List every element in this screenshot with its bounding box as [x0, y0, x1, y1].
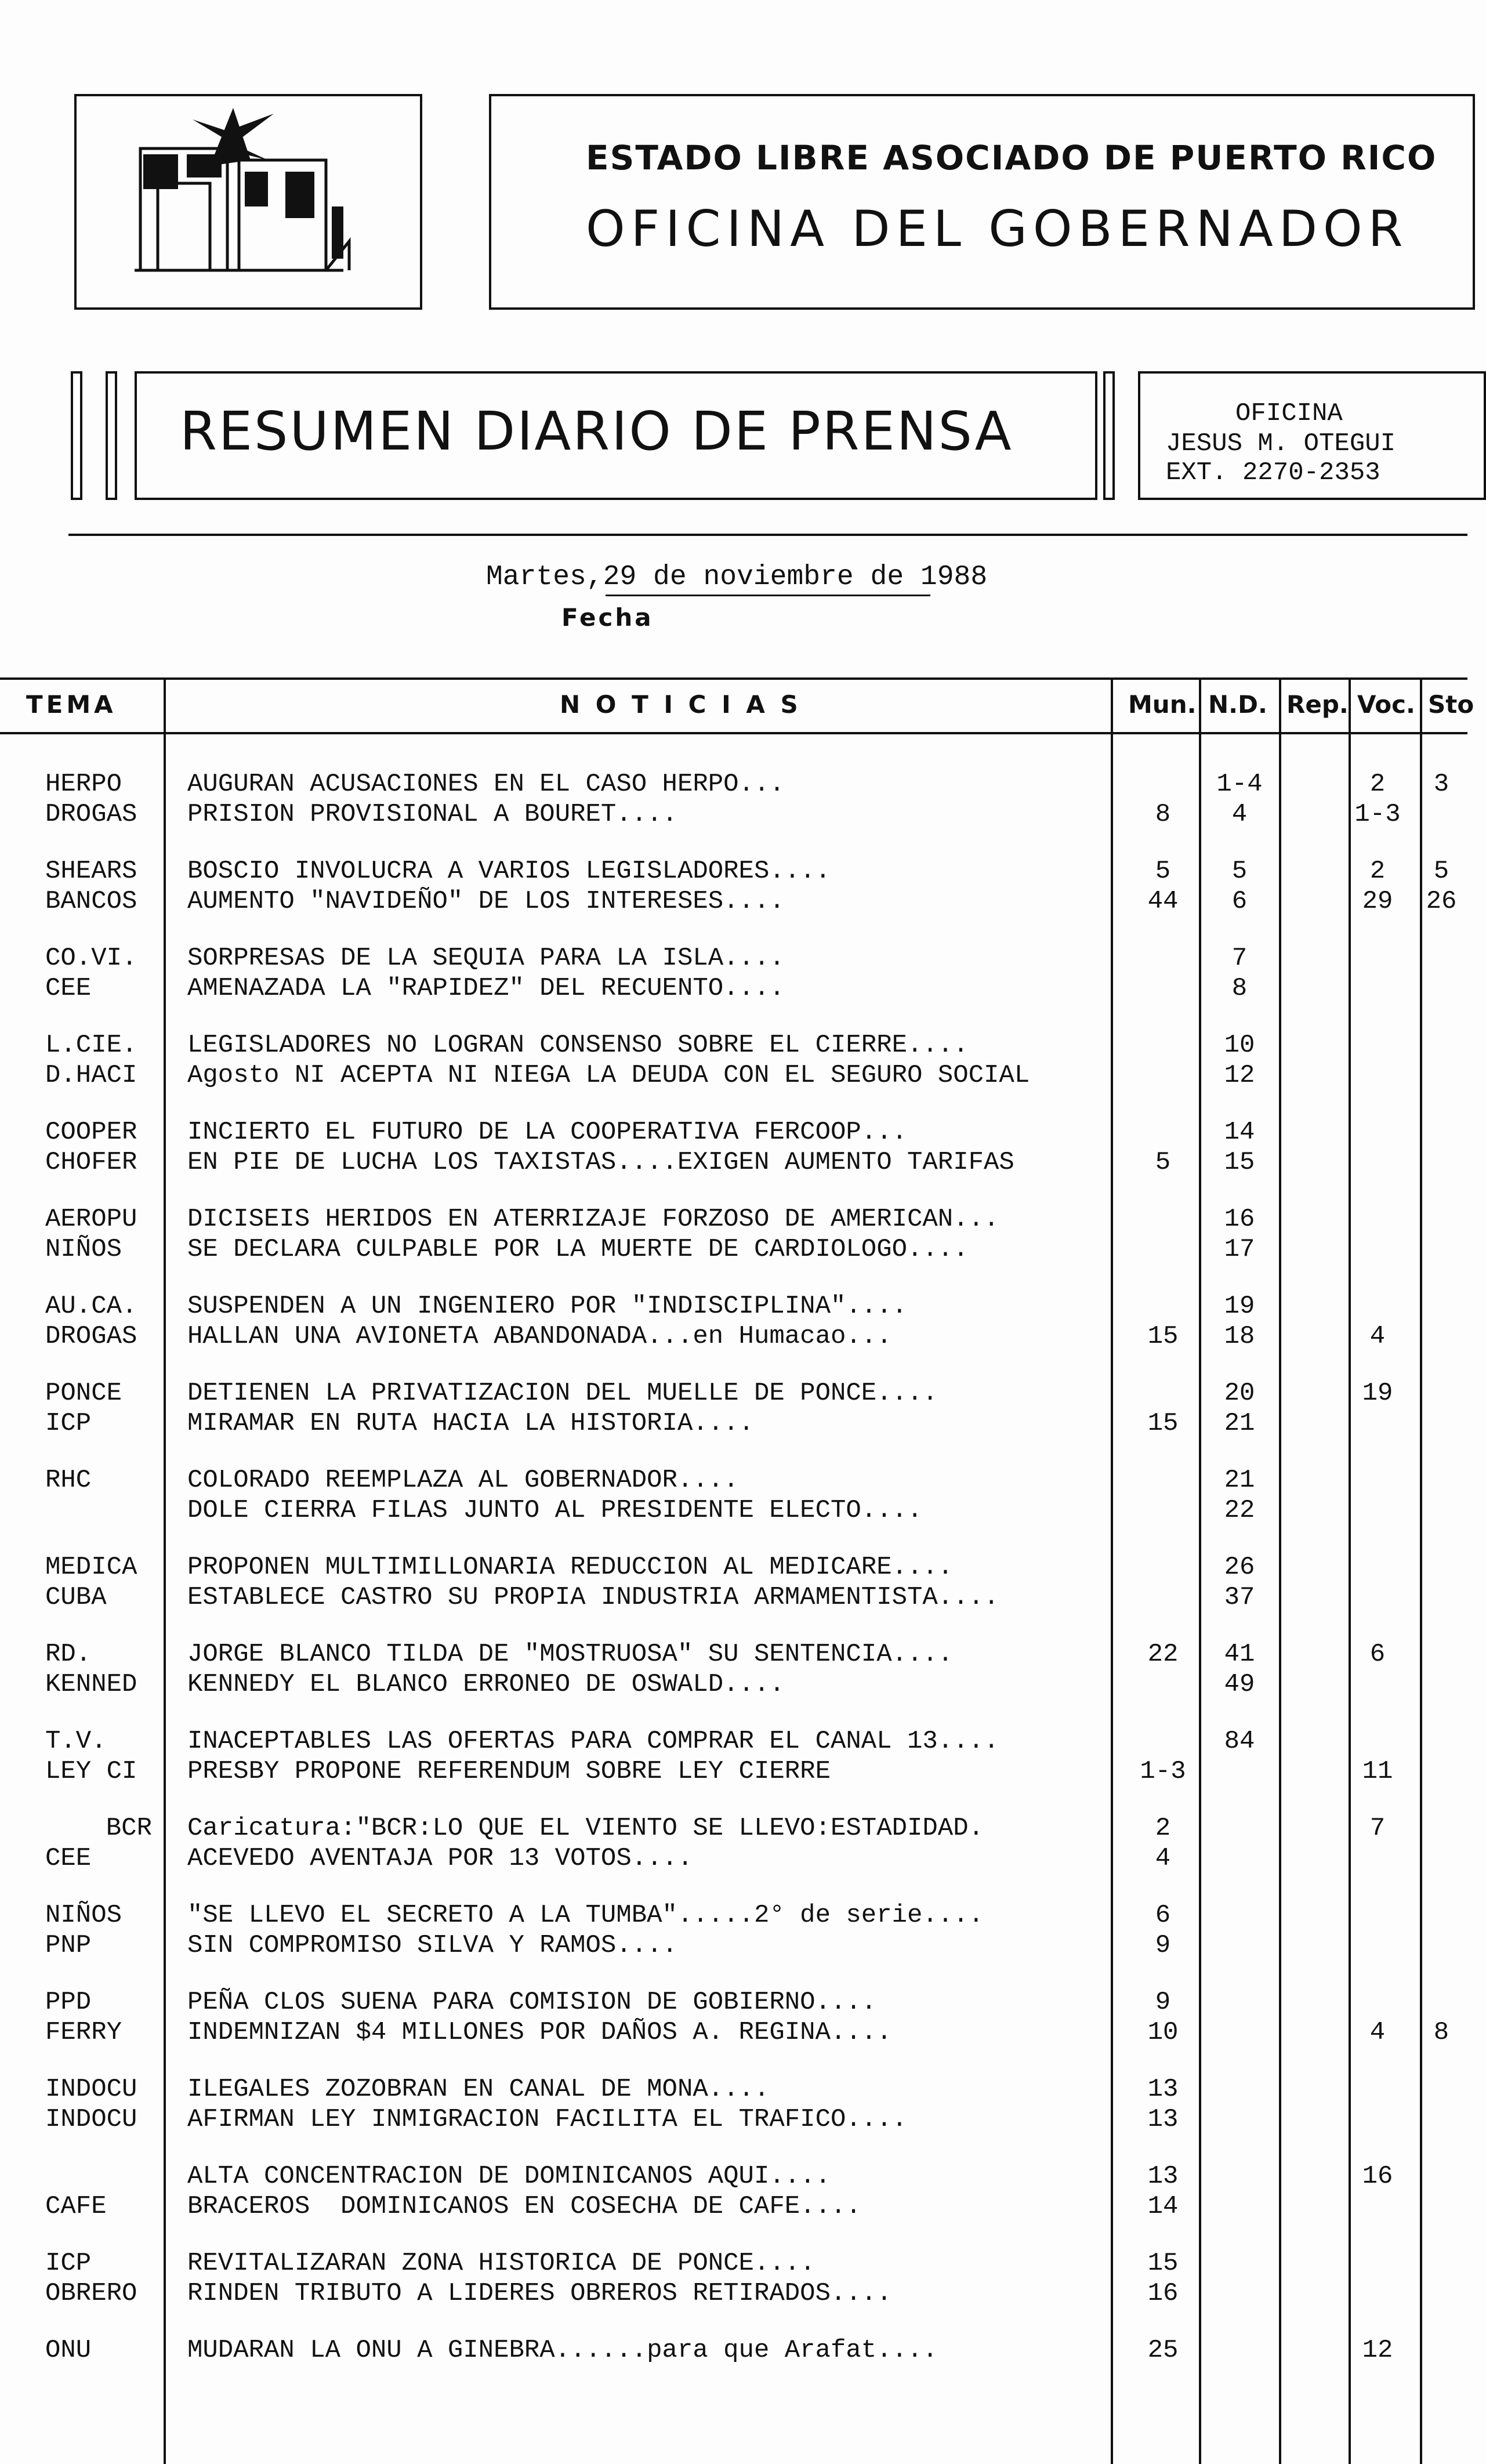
row-tema: CAFE: [45, 2192, 107, 2221]
row-noticia: HALLAN UNA AVIONETA ABANDONADA...en Humacao...: [187, 1322, 892, 1351]
row-noticia: KENNEDY EL BLANCO ERRONEO DE OSWALD....: [187, 1670, 785, 1699]
row-voc: 1-3: [1354, 800, 1401, 829]
row-noticia: DICISEIS HERIDOS EN ATERRIZAJE FORZOSO DE AMERICAN...: [187, 1205, 999, 1234]
row-mun: 25: [1147, 2336, 1179, 2365]
row-sto: 3: [1433, 770, 1449, 799]
row-tema: HERPO: [45, 770, 122, 799]
column-header-sto: Sto: [1428, 690, 1474, 719]
row-noticia: LEGISLADORES NO LOGRAN CONSENSO SOBRE EL CIERRE....: [187, 1031, 969, 1060]
row-sto: 5: [1433, 857, 1449, 886]
row-noticia: BRACEROS DOMINICANOS EN COSECHA DE CAFE....: [187, 2192, 861, 2221]
logo-frame: [74, 94, 422, 310]
row-voc: 12: [1362, 2336, 1393, 2365]
row-tema: DROGAS: [45, 800, 137, 829]
row-noticia: ALTA CONCENTRACION DE DOMINICANOS AQUI....: [187, 2162, 831, 2191]
row-noticia: BOSCIO INVOLUCRA A VARIOS LEGISLADORES....: [187, 857, 831, 886]
row-noticia: INCIERTO EL FUTURO DE LA COOPERATIVA FERCOOP...: [187, 1118, 908, 1147]
column-divider-tema: [164, 677, 166, 2464]
column-header-tema: TEMA: [26, 690, 117, 719]
row-nd: 16: [1224, 1205, 1255, 1234]
row-noticia: PRESBY PROPONE REFERENDUM SOBRE LEY CIERRE: [187, 1757, 831, 1786]
government-name: ESTADO LIBRE ASOCIADO DE PUERTO RICO: [586, 138, 1437, 177]
row-noticia: PROPONEN MULTIMILLONARIA REDUCCION AL MEDICARE....: [187, 1553, 954, 1582]
office-extension: EXT. 2270-2353: [1166, 458, 1380, 487]
row-nd: 20: [1224, 1379, 1255, 1408]
column-header-noticias: N O T I C I A S: [560, 690, 802, 719]
row-noticia: INACEPTABLES LAS OFERTAS PARA COMPRAR EL CANAL 13....: [187, 1727, 999, 1756]
row-mun: 4: [1155, 1844, 1171, 1873]
row-voc: 2: [1369, 770, 1386, 799]
row-voc: 6: [1369, 1640, 1386, 1669]
row-tema: DROGAS: [45, 1322, 137, 1351]
banner-bar-left-2: [106, 371, 117, 500]
row-mun: 15: [1147, 2249, 1179, 2278]
row-tema: CHOFER: [45, 1148, 137, 1177]
row-noticia: SE DECLARA CULPABLE POR LA MUERTE DE CARDIOLOGO....: [187, 1235, 969, 1264]
row-noticia: EN PIE DE LUCHA LOS TAXISTAS....EXIGEN AUMENTO TARIFAS: [187, 1148, 1014, 1177]
row-noticia: MUDARAN LA ONU A GINEBRA......para que Arafat....: [187, 2336, 938, 2365]
row-noticia: COLORADO REEMPLAZA AL GOBERNADOR....: [187, 1466, 739, 1495]
row-noticia: MIRAMAR EN RUTA HACIA LA HISTORIA....: [187, 1409, 754, 1438]
row-nd: 1-4: [1216, 770, 1263, 799]
row-tema: CUBA: [45, 1583, 107, 1612]
row-noticia: JORGE BLANCO TILDA DE "MOSTRUOSA" SU SENTENCIA....: [187, 1640, 954, 1669]
row-tema: D.HACI: [45, 1061, 137, 1090]
row-tema: RHC: [45, 1466, 92, 1495]
row-tema: ICP: [45, 1409, 92, 1438]
row-tema: KENNED: [45, 1670, 137, 1699]
date-value: Martes,29 de noviembre de 1988: [486, 561, 988, 593]
row-nd: 8: [1231, 974, 1248, 1003]
row-noticia: AFIRMAN LEY INMIGRACION FACILITA EL TRAFICO....: [187, 2105, 908, 2134]
row-nd: 84: [1224, 1727, 1255, 1756]
row-nd: 26: [1224, 1553, 1255, 1582]
row-tema: BANCOS: [45, 887, 137, 916]
row-tema: SHEARS: [45, 857, 137, 886]
row-tema: PPD: [45, 1988, 92, 2017]
row-tema: FERRY: [45, 2018, 122, 2047]
row-nd: 14: [1224, 1118, 1255, 1147]
row-voc: 4: [1369, 2018, 1386, 2047]
row-noticia: Agosto NI ACEPTA NI NIEGA LA DEUDA CON EL SEGURO SOCIAL: [187, 1061, 1030, 1090]
row-tema: AEROPU: [45, 1205, 137, 1234]
row-tema: ICP: [45, 2249, 92, 2278]
row-tema: COOPER: [45, 1118, 137, 1147]
row-mun: 6: [1155, 1901, 1171, 1930]
row-sto: 26: [1426, 887, 1457, 916]
row-noticia: PRISION PROVISIONAL A BOURET....: [187, 800, 677, 829]
row-mun: 15: [1147, 1322, 1179, 1351]
row-noticia: ILEGALES ZOZOBRAN EN CANAL DE MONA....: [187, 2075, 770, 2104]
row-nd: 19: [1224, 1292, 1255, 1321]
office-name: OFICINA DEL GOBERNADOR: [586, 200, 1409, 258]
row-tema: RD.: [45, 1640, 92, 1669]
palace-illustration-logo: [77, 96, 420, 307]
row-tema: PNP: [45, 1931, 92, 1960]
row-voc: 19: [1362, 1379, 1393, 1408]
row-mun: 44: [1147, 887, 1179, 916]
row-tema: CEE: [45, 974, 92, 1003]
row-nd: 22: [1224, 1496, 1255, 1525]
row-sto: 8: [1433, 2018, 1449, 2047]
row-mun: 2: [1155, 1814, 1171, 1843]
row-noticia: PEÑA CLOS SUENA PARA COMISION DE GOBIERNO....: [187, 1988, 877, 2017]
row-voc: 11: [1362, 1757, 1393, 1786]
row-noticia: RINDEN TRIBUTO A LIDERES OBREROS RETIRADOS....: [187, 2279, 892, 2308]
row-tema: NIÑOS: [45, 1235, 122, 1264]
row-tema: L.CIE.: [45, 1031, 137, 1060]
row-noticia: DOLE CIERRA FILAS JUNTO AL PRESIDENTE ELECTO....: [187, 1496, 923, 1525]
column-header-rep: Rep.: [1286, 690, 1349, 719]
row-tema: ONU: [45, 2336, 92, 2365]
row-nd: 10: [1224, 1031, 1255, 1060]
column-divider-rep: [1349, 677, 1351, 2464]
row-noticia: INDEMNIZAN $4 MILLONES POR DAÑOS A. REGINA....: [187, 2018, 892, 2047]
row-tema: PONCE: [45, 1379, 122, 1408]
row-tema: BCR: [106, 1814, 152, 1843]
row-mun: 16: [1147, 2279, 1179, 2308]
row-noticia: ESTABLECE CASTRO SU PROPIA INDUSTRIA ARMAMENTISTA....: [187, 1583, 999, 1612]
row-nd: 17: [1224, 1235, 1255, 1264]
row-noticia: Caricatura:"BCR:LO QUE EL VIENTO SE LLEVO:ESTADIDAD.: [187, 1814, 984, 1843]
row-noticia: REVITALIZARAN ZONA HISTORICA DE PONCE....: [187, 2249, 816, 2278]
row-noticia: SORPRESAS DE LA SEQUIA PARA LA ISLA....: [187, 944, 785, 973]
row-tema: MEDICA: [45, 1553, 137, 1582]
row-voc: 7: [1369, 1814, 1386, 1843]
row-mun: 14: [1147, 2192, 1179, 2221]
row-tema: NIÑOS: [45, 1901, 122, 1930]
row-tema: CEE: [45, 1844, 92, 1873]
row-voc: 29: [1362, 887, 1393, 916]
row-nd: 4: [1231, 800, 1248, 829]
row-mun: 13: [1147, 2105, 1179, 2134]
row-tema: OBRERO: [45, 2279, 137, 2308]
header-divider: [68, 534, 1467, 536]
row-noticia: AUGURAN ACUSACIONES EN EL CASO HERPO...: [187, 770, 785, 799]
row-noticia: ACEVEDO AVENTAJA POR 13 VOTOS....: [187, 1844, 693, 1873]
banner-bar-right: [1103, 371, 1115, 500]
office-contact-name: JESUS M. OTEGUI: [1166, 429, 1396, 458]
row-nd: 49: [1224, 1670, 1255, 1699]
document-title: RESUMEN DIARIO DE PRENSA: [180, 400, 1013, 462]
row-nd: 21: [1224, 1466, 1255, 1495]
row-nd: 12: [1224, 1061, 1255, 1090]
row-tema: LEY CI: [45, 1757, 137, 1786]
row-nd: 6: [1231, 887, 1248, 916]
row-mun: 9: [1155, 1988, 1171, 2017]
row-voc: 4: [1369, 1322, 1386, 1351]
row-voc: 2: [1369, 857, 1386, 886]
table-header-rule: [0, 732, 1467, 734]
row-mun: 8: [1155, 800, 1171, 829]
column-header-nd: N.D.: [1208, 690, 1267, 719]
row-noticia: DETIENEN LA PRIVATIZACION DEL MUELLE DE PONCE....: [187, 1379, 938, 1408]
row-nd: 18: [1224, 1322, 1255, 1351]
row-noticia: AMENAZADA LA "RAPIDEZ" DEL RECUENTO....: [187, 974, 785, 1003]
row-mun: 13: [1147, 2162, 1179, 2191]
office-label: OFICINA: [1235, 399, 1343, 428]
row-mun: 5: [1155, 857, 1171, 886]
row-mun: 9: [1155, 1931, 1171, 1960]
date-underline: [606, 595, 930, 596]
row-tema: INDOCU: [45, 2075, 137, 2104]
row-mun: 10: [1147, 2018, 1179, 2047]
row-nd: 21: [1224, 1409, 1255, 1438]
row-noticia: AUMENTO "NAVIDEÑO" DE LOS INTERESES....: [187, 887, 785, 916]
row-tema: CO.VI.: [45, 944, 137, 973]
row-mun: 13: [1147, 2075, 1179, 2104]
row-nd: 37: [1224, 1583, 1255, 1612]
row-noticia: "SE LLEVO EL SECRETO A LA TUMBA".....2° de serie....: [187, 1901, 984, 1930]
row-mun: 5: [1155, 1148, 1171, 1177]
banner-bar-left-1: [71, 371, 82, 500]
column-header-voc: Voc.: [1357, 690, 1415, 719]
column-header-mun: Mun.: [1128, 690, 1197, 719]
column-divider-voc: [1420, 677, 1422, 2464]
row-tema: AU.CA.: [45, 1292, 137, 1321]
row-tema: T.V.: [45, 1727, 107, 1756]
date-label: Fecha: [561, 603, 654, 632]
row-mun: 1-3: [1140, 1757, 1186, 1786]
row-voc: 16: [1362, 2162, 1393, 2191]
table-top-rule: [0, 677, 1467, 680]
row-noticia: SUSPENDEN A UN INGENIERO POR "INDISCIPLINA"....: [187, 1292, 908, 1321]
column-divider-noticias: [1111, 677, 1113, 2464]
row-nd: 5: [1231, 857, 1248, 886]
row-mun: 15: [1147, 1409, 1179, 1438]
row-mun: 22: [1147, 1640, 1179, 1669]
row-noticia: SIN COMPROMISO SILVA Y RAMOS....: [187, 1931, 677, 1960]
row-nd: 7: [1231, 944, 1248, 973]
row-nd: 41: [1224, 1640, 1255, 1669]
row-nd: 15: [1224, 1148, 1255, 1177]
row-tema: INDOCU: [45, 2105, 137, 2134]
